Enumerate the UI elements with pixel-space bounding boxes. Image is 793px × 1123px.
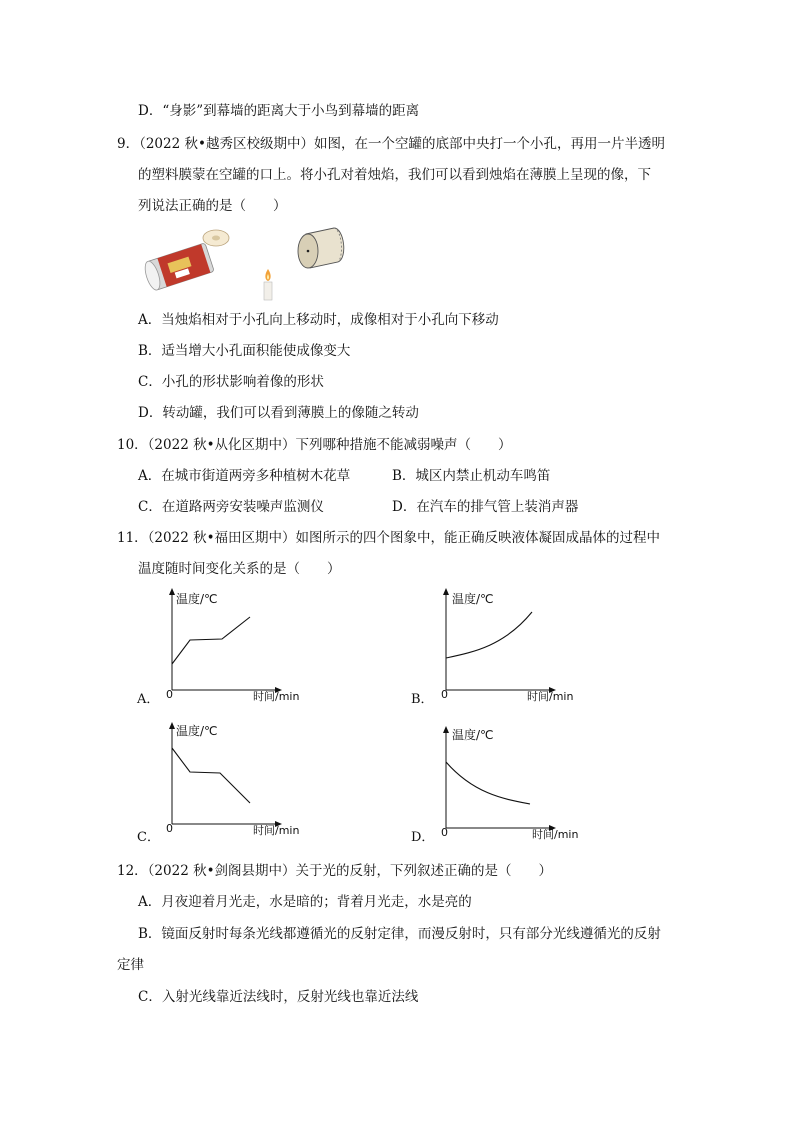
graph-b-ylabel: 温度/℃: [452, 592, 494, 606]
graph-a-origin: 0: [166, 688, 173, 701]
q9-stem-line-3: 列说法正确的是（ ）: [138, 198, 287, 214]
q12-option-a: A．月夜迎着月光走，水是暗的；背着月光走，水是亮的: [138, 894, 472, 910]
graph-d-curve: [446, 762, 530, 804]
graph-a: [160, 586, 320, 705]
graph-a-xlabel: 时间/min: [253, 690, 300, 703]
graph-d-letter: D．: [411, 830, 435, 845]
graph-c-curve: [172, 748, 250, 803]
q12-option-b-line-1: B．镜面反射时每条光线都遵循光的反射定律，而漫反射时，只有部分光线遵循光的反射: [138, 926, 661, 942]
q10-option-a: A．在城市街道两旁多种植树木花草: [138, 468, 351, 484]
graph-a-curve: [172, 617, 250, 664]
q12-option-b-line-2: 定律: [117, 957, 144, 973]
q8-option-d: D．“身影”到幕墙的距离大于小鸟到幕墙的距离: [138, 103, 420, 119]
graph-c-xlabel: 时间/min: [253, 824, 300, 837]
q10-option-b: B．城区内禁止机动车鸣笛: [392, 468, 551, 484]
pinhole-camera-illustration: [138, 222, 348, 304]
q9-option-a: A．当烛焰相对于小孔向上移动时，成像相对于小孔向下移动: [138, 312, 499, 328]
graph-d-ylabel: 温度/℃: [452, 728, 494, 742]
q10-option-d: D．在汽车的排气管上装消声器: [392, 499, 579, 515]
graph-c-origin: 0: [166, 822, 173, 835]
graph-c: [160, 720, 320, 839]
graph-a-ylabel: 温度/℃: [176, 592, 218, 606]
q11-stem-line-2: 温度随时间变化关系的是（ ）: [138, 561, 341, 577]
graph-b-curve: [446, 612, 532, 658]
graph-b-xlabel: 时间/min: [527, 690, 574, 703]
graph-c-ylabel: 温度/℃: [176, 724, 218, 738]
q12-option-c: C．入射光线靠近法线时，反射光线也靠近法线: [138, 989, 419, 1005]
graph-a-letter: A．: [137, 692, 160, 707]
q9-stem-line-2: 的塑料膜蒙在空罐的口上。将小孔对着烛焰，我们可以看到烛焰在薄膜上呈现的像，下: [138, 167, 651, 183]
graph-b: [434, 586, 594, 705]
q12-stem: 12．（2022 秋•剑阁县期中）关于光的反射，下列叙述正确的是（ ）: [117, 863, 553, 879]
q10-option-c: C．在道路两旁安装噪声监测仪: [138, 499, 324, 515]
graph-c-letter: C．: [137, 830, 160, 845]
q9-option-b: B．适当增大小孔面积能使成像变大: [138, 343, 351, 359]
graph-d-origin: 0: [441, 826, 448, 839]
q9-option-c: C．小孔的形状影响着像的形状: [138, 374, 324, 390]
candle-image: [264, 269, 272, 300]
q11-stem-line-1: 11．（2022 秋•福田区期中）如图所示的四个图象中，能正确反映液体凝固成晶体的过程中: [117, 530, 661, 546]
q9-option-d: D．转动罐，我们可以看到薄膜上的像随之转动: [138, 405, 419, 421]
lid-image: [203, 230, 229, 246]
cylinder-image: [298, 228, 344, 268]
can-image: [142, 243, 214, 292]
graph-d-xlabel: 时间/min: [532, 828, 579, 841]
graph-b-letter: B．: [411, 692, 434, 707]
graph-d: [434, 724, 594, 843]
q10-stem: 10．（2022 秋•从化区期中）下列哪种措施不能减弱噪声（ ）: [117, 437, 512, 453]
graph-b-origin: 0: [441, 688, 448, 701]
q9-stem-line-1: 9．（2022 秋•越秀区校级期中）如图，在一个空罐的底部中央打一个小孔，再用一片半透明: [117, 136, 665, 152]
